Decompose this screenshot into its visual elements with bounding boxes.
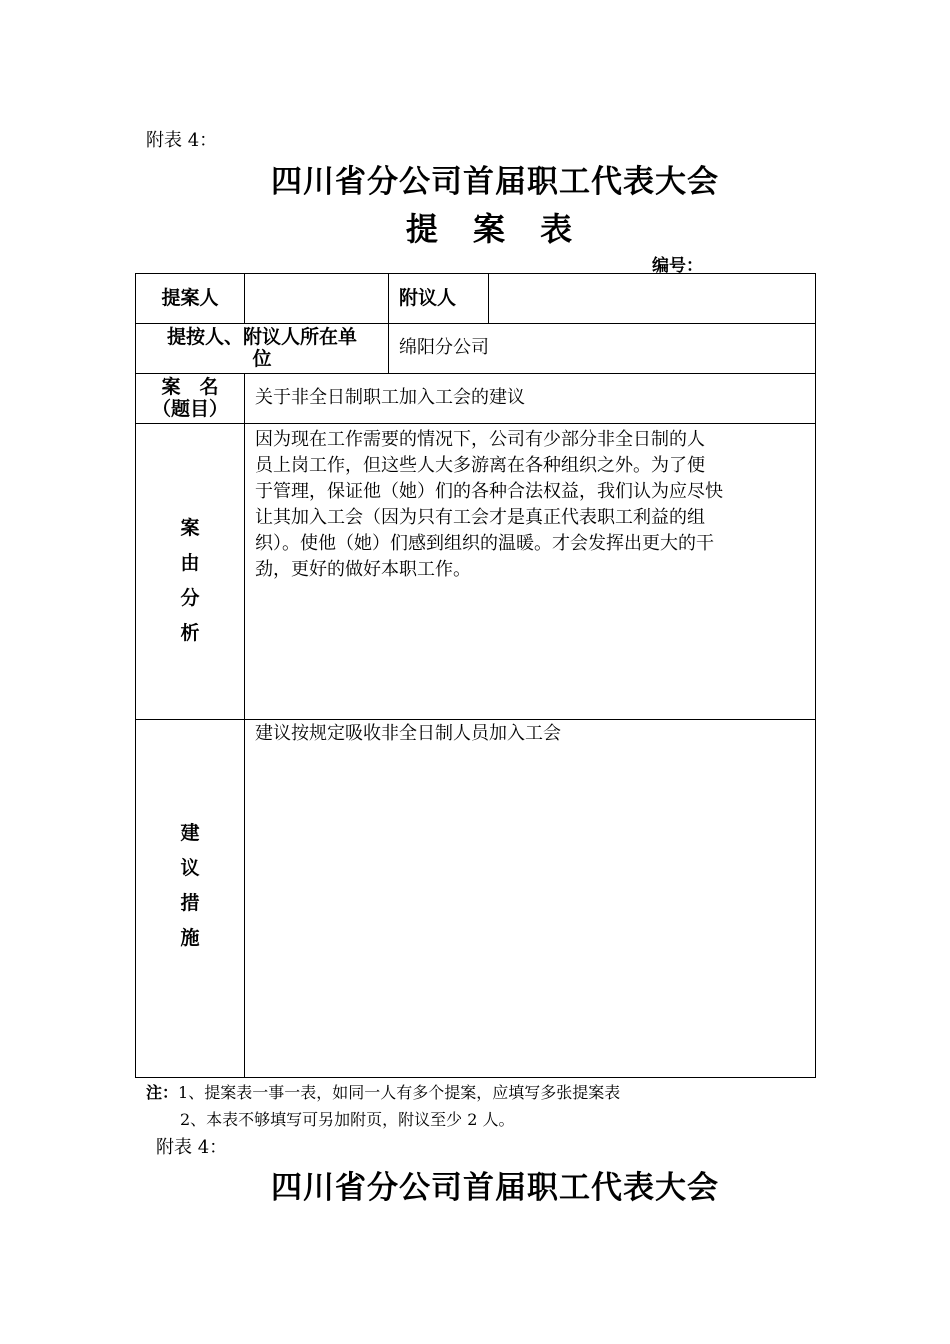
reason-label-char: 分 [180,587,200,609]
reason-line: 员上岗工作，但这些人大多游离在各种组织之外。为了便 [255,455,705,476]
note-prefix: 注： [146,1083,179,1102]
measures-label-char: 建 [180,822,200,844]
reason-line: 织）。使他（她）们感到组织的温暖。才会发挥出更大的干 [255,533,714,554]
unit-field[interactable]: 绵阳分公司 [399,337,489,358]
number-label: 编号： [652,256,703,276]
measures-field[interactable]: 建议按规定吸收非全日制人员加入工会 [255,723,561,744]
co-proposer-label: 附议人 [399,287,457,309]
page-title-2: 四川省分公司首届职工代表大会 [271,1170,719,1206]
measures-label-char: 议 [180,857,200,879]
note-line-1 [146,1080,620,1103]
proposer-field[interactable] [245,274,388,323]
note-line-2: 2、本表不够填写可另加附页，附议至少 2 人。 [180,1110,515,1129]
attachment-label: 附表 4： [146,130,218,151]
reason-analysis-label [136,423,244,719]
reason-label-char: 由 [180,552,200,574]
reason-label-char: 析 [180,622,200,644]
measures-label-char: 施 [180,927,200,949]
reason-label-char: 案 [180,517,200,539]
reason-line: 让其加入工会（因为只有工会才是真正代表职工利益的组 [255,507,705,528]
unit-label-line1: 提按人、附议人所在单 [166,326,357,348]
proposal-form [135,273,816,1078]
reason-line: 于管理，保证他（她）们的各种合法权益，我们认为应尽快 [255,481,723,502]
note-text-1: 1、提案表一事一表，如同一人有多个提案，应填写多张提案表 [178,1083,621,1102]
reason-line: 因为现在工作需要的情况下，公司有少部分非全日制的人 [255,429,705,450]
proposer-label: 提案人 [161,287,219,309]
unit-label-line2: 位 [252,348,272,370]
case-name-label [136,373,244,423]
measures-label-char: 措 [180,892,200,914]
measures-label [136,719,244,1077]
form-subtitle: 提 案 表 [405,210,585,248]
unit-label [136,323,388,373]
attachment-label-2: 附表 4： [156,1137,228,1158]
case-name-label-line2: （题目） [151,398,228,420]
page-title: 四川省分公司首届职工代表大会 [271,164,719,200]
co-proposer-field[interactable] [489,274,815,323]
reason-analysis-field[interactable] [245,423,815,719]
case-name-label-line1: 案 名 [161,376,219,398]
case-name-field[interactable]: 关于非全日制职工加入工会的建议 [255,387,525,408]
reason-line: 劲，更好的做好本职工作。 [255,559,471,580]
